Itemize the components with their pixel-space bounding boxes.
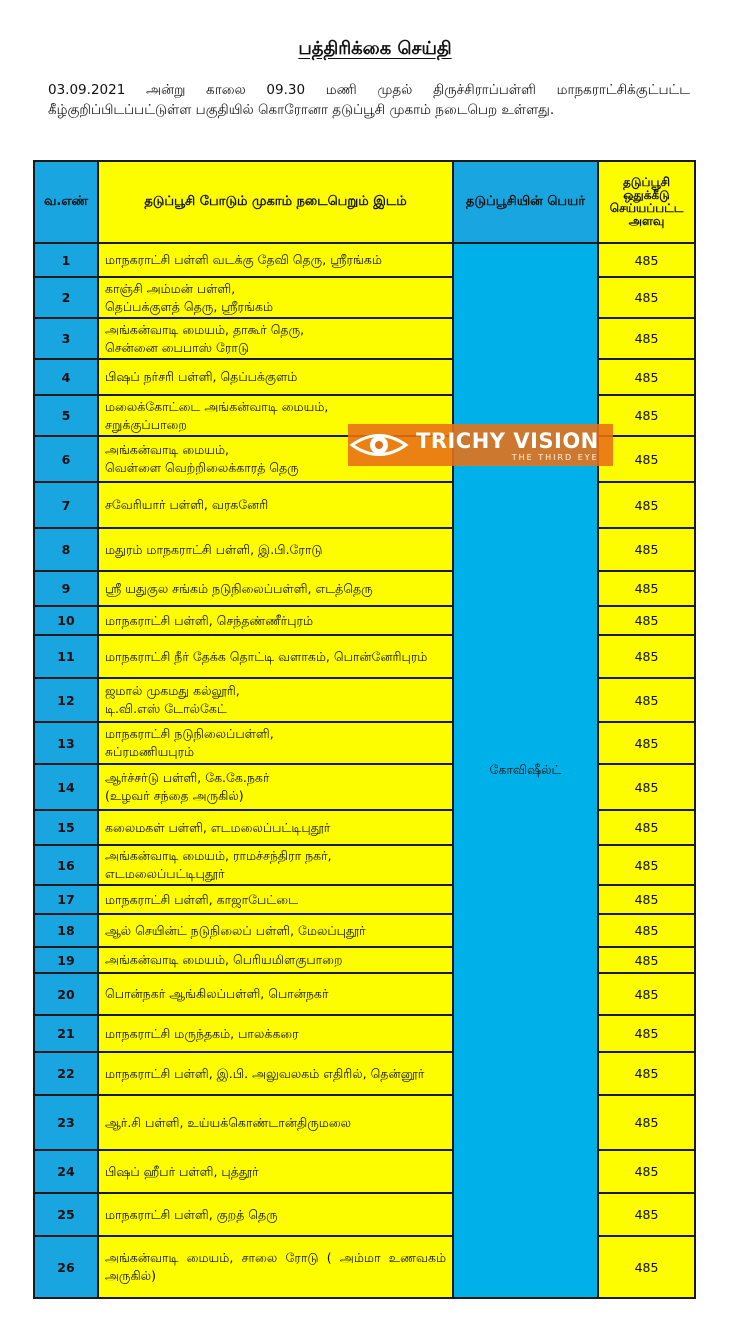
row-sno: 17: [34, 885, 98, 914]
row-allocation-count: 485: [598, 1193, 695, 1236]
row-location: அங்கன்வாடி மையம், வெள்ளை வெற்றிலைக்காரத் தெரு: [98, 436, 453, 482]
row-sno: 10: [34, 606, 98, 635]
row-sno: 21: [34, 1015, 98, 1052]
row-location: ஆர்ச்சர்டு பள்ளி, கே.கே.நகர் (உழவர் சந்தை அருகில்): [98, 764, 453, 810]
row-sno: 16: [34, 845, 98, 885]
row-location: பிஷப் ஹீபர் பள்ளி, புத்தூர்: [98, 1150, 453, 1193]
row-sno: 22: [34, 1052, 98, 1095]
row-location: ஆல் செயின்ட் நடுநிலைப் பள்ளி, மேலப்புதூர்: [98, 914, 453, 947]
row-location: அங்கன்வாடி மையம், தாகூர் தெரு, சென்னை பைபாஸ் ரோடு: [98, 318, 453, 359]
row-sno: 8: [34, 528, 98, 571]
row-location: மலைக்கோட்டை அங்கன்வாடி மையம், சறுக்குப்பாறை: [98, 395, 453, 436]
row-sno: 25: [34, 1193, 98, 1236]
row-location: கலைமகள் பள்ளி, எடமலைப்பட்டிபுதூர்: [98, 810, 453, 845]
row-location: மாநகராட்சி பள்ளி, செந்தண்ணீர்புரம்: [98, 606, 453, 635]
row-allocation-count: 485: [598, 1236, 695, 1298]
row-location: மாநகராட்சி பள்ளி, காஜாபேட்டை: [98, 885, 453, 914]
watermark-tagline: THE THIRD EYE: [511, 452, 599, 462]
header-count: தடுப்பூசி ஒதுக்கீடு செய்யப்பட்ட அளவு: [598, 161, 695, 243]
intro-paragraph: 03.09.2021 அன்று காலை 09.30 மணி முதல் திருச்சிராப்பள்ளி மாநகராட்சிக்குட்பட்ட கீழ்குறிப்பிடப்பட்டுள்ள பகுதியில் கொரோனா தடுப்பூசி முகாம் நடைபெற உள்ளது.: [48, 82, 690, 118]
row-allocation-count: 485: [598, 764, 695, 810]
row-location: அங்கன்வாடி மையம், பெரியமிளகுபாறை: [98, 947, 453, 973]
row-allocation-count: 485: [598, 885, 695, 914]
row-sno: 12: [34, 678, 98, 722]
row-location: பிஷப் நர்சரி பள்ளி, தெப்பக்குளம்: [98, 359, 453, 395]
row-allocation-count: 485: [598, 482, 695, 528]
row-location: ஸ்ரீ யதுகுல சங்கம் நடுநிலைப்பள்ளி, எடத்தெரு: [98, 571, 453, 606]
row-location: மாநகராட்சி நீர் தேக்க தொட்டி வளாகம், பொன்னேரிபுரம்: [98, 635, 453, 678]
row-sno: 26: [34, 1236, 98, 1298]
row-allocation-count: 485: [598, 1150, 695, 1193]
row-location: மாநகராட்சி நடுநிலைப்பள்ளி, சுப்ரமணியபுரம்: [98, 722, 453, 764]
row-location: மாநகராட்சி பள்ளி வடக்கு தேவி தெரு, ஸ்ரீரங்கம்: [98, 243, 453, 277]
table-body: [34, 243, 695, 1298]
row-sno: 3: [34, 318, 98, 359]
row-location: பொன்நகர் ஆங்கிலப்பள்ளி, பொன்நகர்: [98, 973, 453, 1015]
row-allocation-count: 485: [598, 1015, 695, 1052]
row-sno: 6: [34, 436, 98, 482]
row-allocation-count: 485: [598, 606, 695, 635]
vaccine-name-cell: கோவிஷீல்ட்: [453, 243, 598, 1298]
row-allocation-count: 485: [598, 436, 695, 482]
row-location: அங்கன்வாடி மையம், சாலை ரோடு ( அம்மா உணவகம் அருகில்): [98, 1236, 453, 1298]
row-allocation-count: 485: [598, 359, 695, 395]
row-sno: 9: [34, 571, 98, 606]
row-allocation-count: 485: [598, 243, 695, 277]
page-title-text: பத்திரிக்கை செய்தி: [298, 38, 452, 59]
row-allocation-count: 485: [598, 810, 695, 845]
header-location: தடுப்பூசி போடும் முகாம் நடைபெறும் இடம்: [98, 161, 453, 243]
row-allocation-count: 485: [598, 678, 695, 722]
row-sno: 2: [34, 277, 98, 318]
row-sno: 18: [34, 914, 98, 947]
row-location: சவேரியார் பள்ளி, வரகனேரி: [98, 482, 453, 528]
table-header-row: [34, 161, 695, 243]
row-allocation-count: 485: [598, 528, 695, 571]
row-location: மாநகராட்சி பள்ளி, குறத் தெரு: [98, 1193, 453, 1236]
row-sno: 19: [34, 947, 98, 973]
row-allocation-count: 485: [598, 635, 695, 678]
row-sno: 1: [34, 243, 98, 277]
row-allocation-count: 485: [598, 571, 695, 606]
row-location: அங்கன்வாடி மையம், ராமச்சந்திரா நகர், எடமலைப்பட்டிபுதூர்: [98, 845, 453, 885]
row-sno: 4: [34, 359, 98, 395]
header-sno: வ.எண்: [34, 161, 98, 243]
row-sno: 15: [34, 810, 98, 845]
row-allocation-count: 485: [598, 318, 695, 359]
row-allocation-count: 485: [598, 947, 695, 973]
row-sno: 11: [34, 635, 98, 678]
row-location: மாநகராட்சி மருந்தகம், பாலக்கரை: [98, 1015, 453, 1052]
row-sno: 14: [34, 764, 98, 810]
eye-icon: [348, 424, 410, 466]
row-allocation-count: 485: [598, 722, 695, 764]
row-allocation-count: 485: [598, 845, 695, 885]
row-allocation-count: 485: [598, 1095, 695, 1150]
watermark-name: TRICHY VISION: [416, 428, 599, 453]
row-allocation-count: 485: [598, 395, 695, 436]
row-sno: 24: [34, 1150, 98, 1193]
row-allocation-count: 485: [598, 914, 695, 947]
page-title: [0, 38, 750, 61]
watermark-logo: [348, 424, 613, 466]
header-vaccine: தடுப்பூசியின் பெயர்: [453, 161, 598, 243]
table-row: [34, 243, 695, 277]
row-sno: 20: [34, 973, 98, 1015]
row-sno: 7: [34, 482, 98, 528]
row-location: ஆர்.சி பள்ளி, உய்யக்கொண்டான்திருமலை: [98, 1095, 453, 1150]
row-location: மாநகராட்சி பள்ளி, இ.பி. அலுவலகம் எதிரில், தென்னூர்: [98, 1052, 453, 1095]
row-allocation-count: 485: [598, 973, 695, 1015]
row-sno: 13: [34, 722, 98, 764]
row-location: காஞ்சி அம்மன் பள்ளி, தெப்பக்குளத் தெரு, ஸ்ரீரங்கம்: [98, 277, 453, 318]
row-allocation-count: 485: [598, 1052, 695, 1095]
row-allocation-count: 485: [598, 277, 695, 318]
row-location: மதுரம் மாநகராட்சி பள்ளி, இ.பி.ரோடு: [98, 528, 453, 571]
row-location: ஜமால் முகமது கல்லூரி, டி.வி.எஸ் டோல்கேட்: [98, 678, 453, 722]
row-sno: 23: [34, 1095, 98, 1150]
vaccination-camp-table: [33, 160, 696, 1299]
row-sno: 5: [34, 395, 98, 436]
